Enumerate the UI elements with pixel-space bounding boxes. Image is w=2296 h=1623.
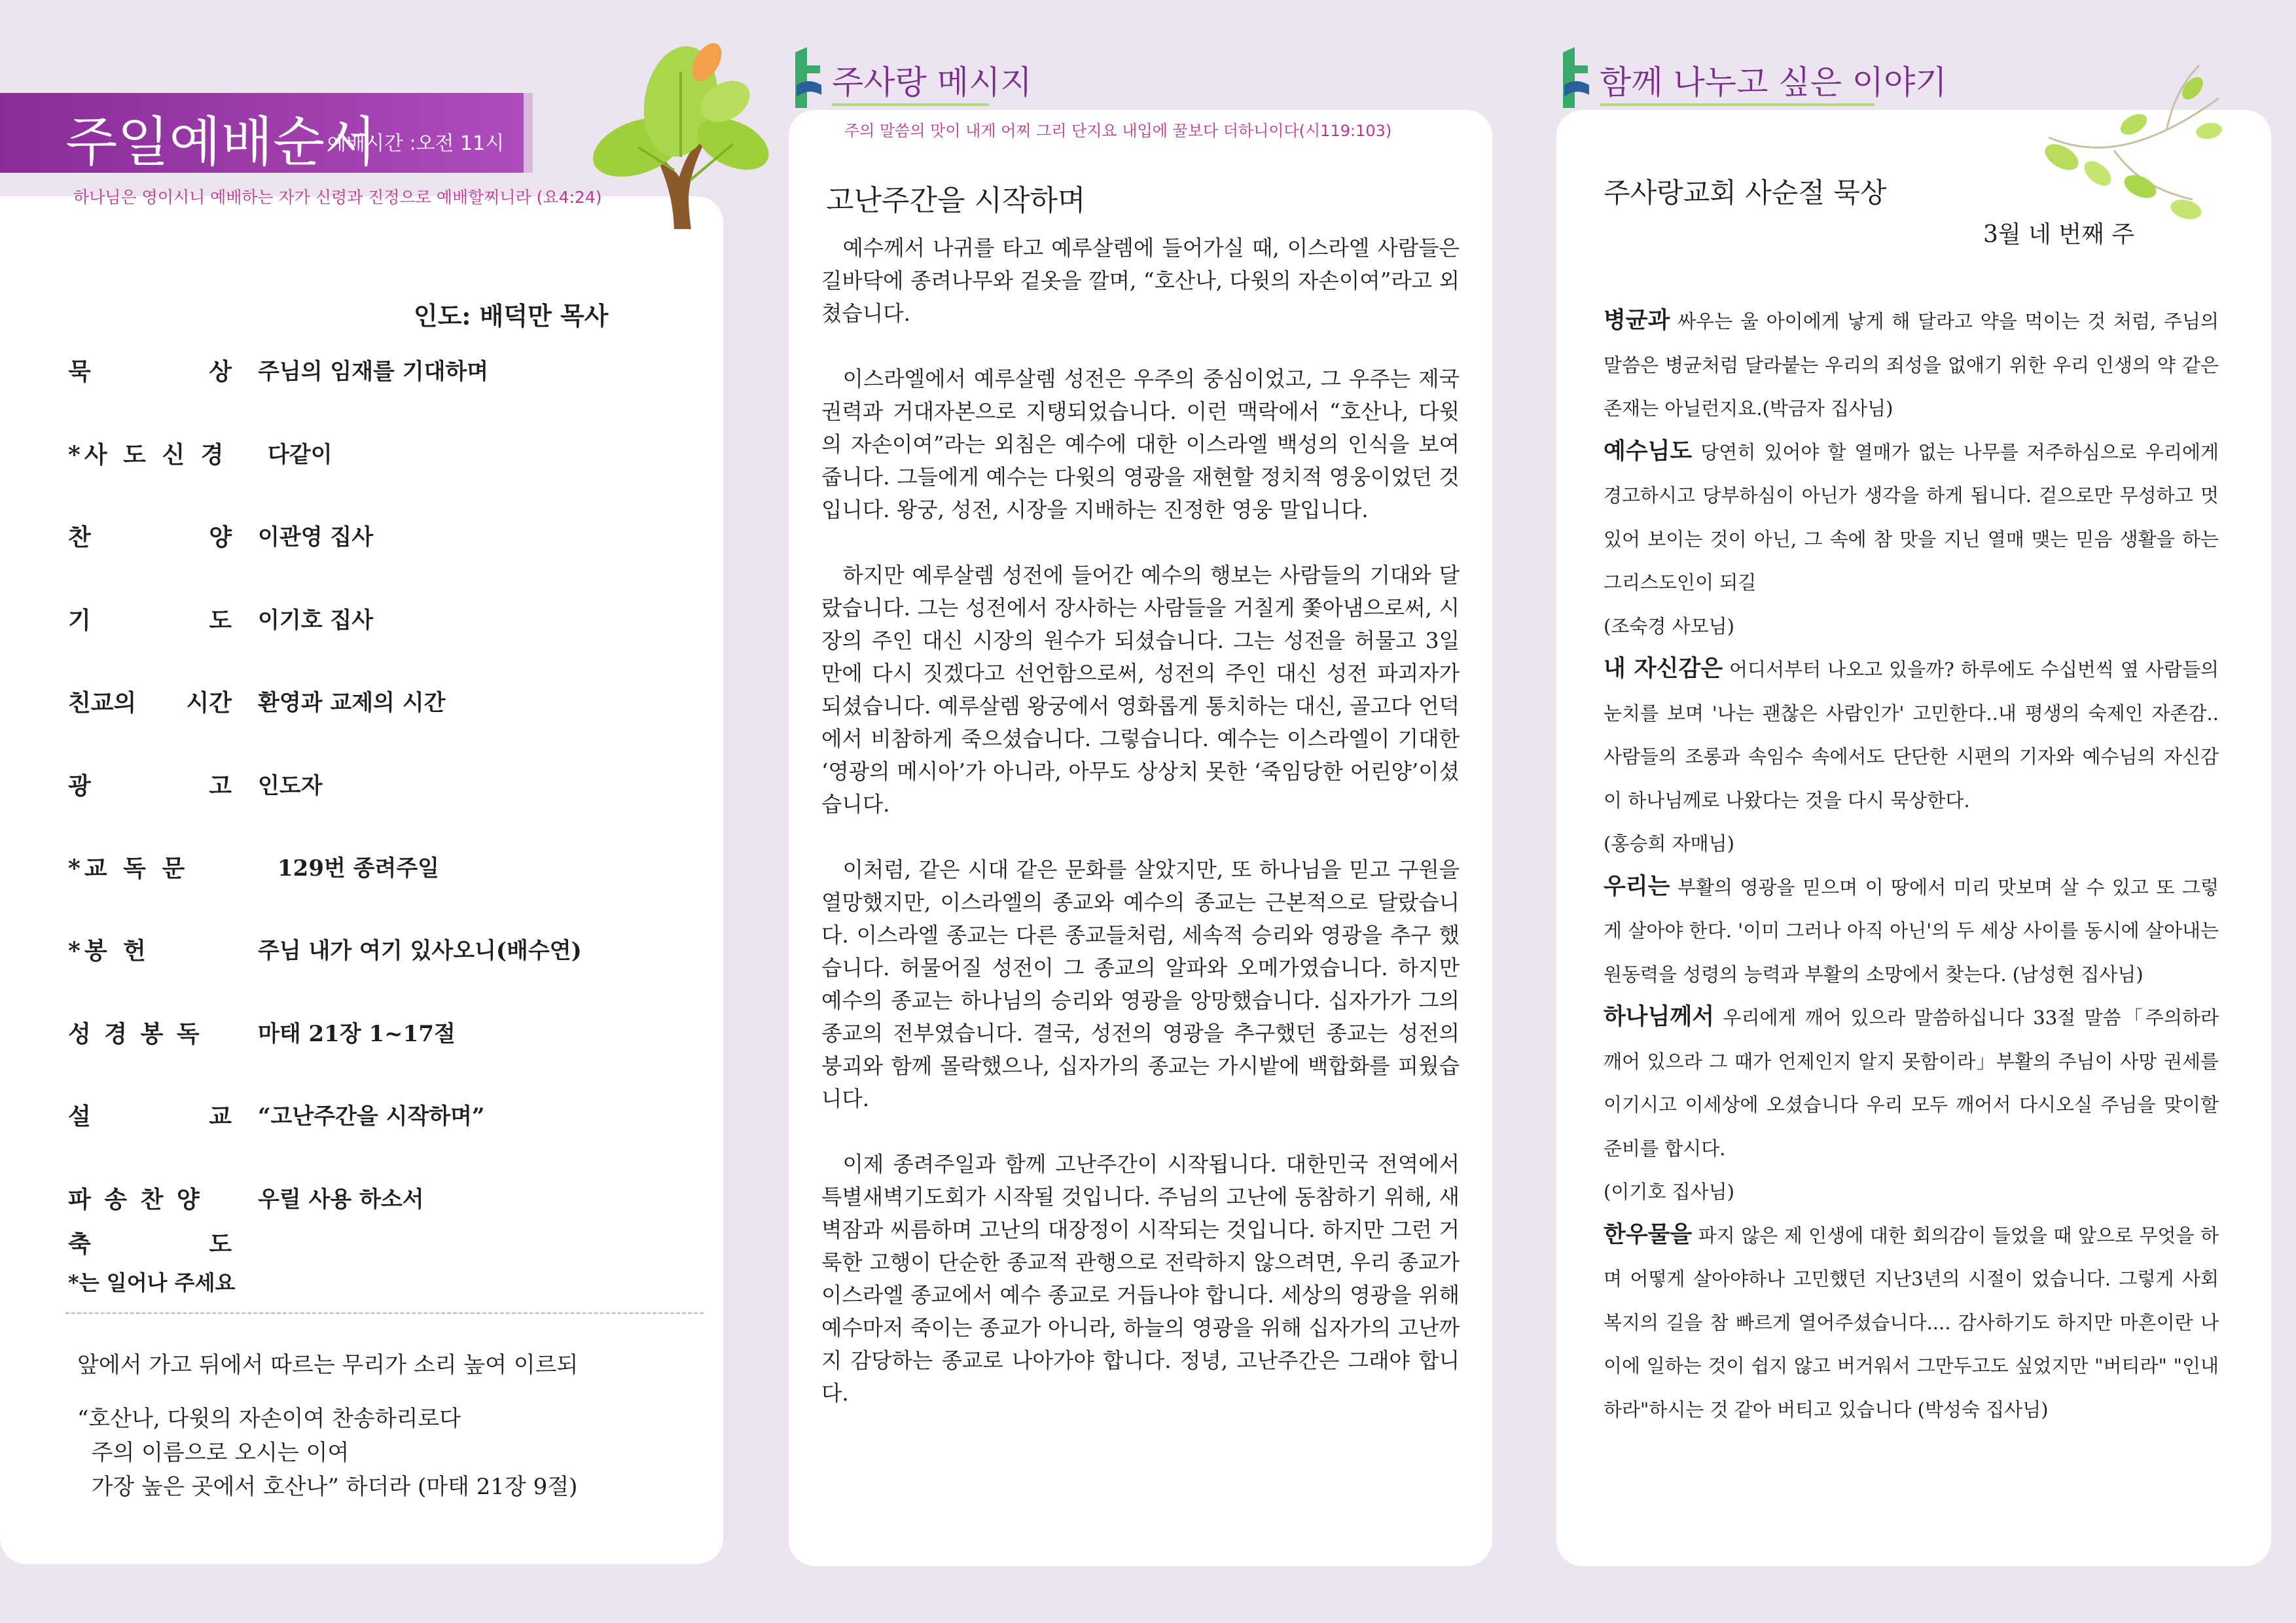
section-title: 함께 나누고 싶은 이야기 bbox=[1600, 63, 1947, 101]
order-value: 이관영 집사 bbox=[258, 524, 374, 550]
cross-logo-icon bbox=[1556, 46, 1596, 111]
order-label: *사 도 신 경 bbox=[68, 441, 228, 469]
article-body bbox=[821, 232, 1460, 1442]
meditation-entry bbox=[1604, 648, 2219, 866]
article-paragraph: 이처럼, 같은 시대 같은 문화를 살았지만, 또 하나님을 믿고 구원을 열망했지만, 이스라엘의 종교와 예수의 종교는 근본적으로 달랐습니다. 이스라엘 종교는 다른 종교들처럼, 세속적 승리와 영광을 추구 했습니다. 허물어질 성전이 그 종교의 알파와 오메가였습니다. 하지만 예수의 종교는 하나님의 승리와 영광을 앙망했습니다. 십자가가 그의 종교의 전부였습니다. 결국, 성전의 영광을 추구했던 종교는 성전의 붕괴와 함께 몰락했으나, 십자가의 종교는 가시밭에 백합화를 피웠습니다. bbox=[821, 857, 1460, 1111]
order-label: 성 경 봉 독 bbox=[68, 1020, 202, 1048]
entry-author: (이기호 집사님) bbox=[1604, 1181, 1734, 1203]
standing-note: *는 일어나 주세요 bbox=[68, 1270, 236, 1295]
article-title: 고난주간을 시작하며 bbox=[826, 184, 1086, 217]
article-paragraph: 하지만 예루살렘 성전에 들어간 예수의 행보는 사람들의 기대와 달랐습니다. 그는 성전에서 장사하는 사람들을 거칠게 쫓아냄으로써, 시장의 주인 대신 시장의 원수가 되셨습니다. 그는 성전을 허물고 3일 만에 다시 짓겠다고 선언함으로써, 성전의 주인 대신 성전 파괴자가 되셨습니다. 예루살렘 왕궁에서 영화롭게 통치하는 대신, 골고다 언덕에서 비참하게 죽으셨습니다. 그렇습니다. 예수는 이스라엘이 기대한 ‘영광의 메시아’가 아니라, 아무도 상상치 못한 ‘죽임당한 어린양’이셨습니다. bbox=[821, 563, 1460, 817]
order-label: 파 송 찬 양 bbox=[68, 1186, 202, 1213]
order-label: 설 교 bbox=[68, 1103, 232, 1130]
order-value: 마태 21장 1~17절 bbox=[258, 1021, 456, 1047]
entry-text: 당연히 있어야 할 열매가 없는 나무를 저주하심으로 우리에게 경고하시고 당부하심이 아닌가 생각을 하게 됩니다. 겉으로만 무성하고 멋 있어 보이는 것이 아닌, 그 속에 참 맛을 지닌 열매 맺는 믿음 생활을 하는 그리스도인이 되길 bbox=[1604, 440, 2219, 594]
entry-lead: 내 자신감은 bbox=[1604, 655, 1723, 682]
entry-lead: 우리는 bbox=[1604, 872, 1670, 900]
entry-lead: 예수님도 bbox=[1604, 437, 1693, 465]
entry-text: 부활의 영광을 믿으며 이 땅에서 미리 맛보며 살 수 있고 또 그렇게 살아야 한다. '이미 그러나 아직 아닌'의 두 세상 사이를 동시에 살아내는 원동력을 성령의 능력과 부활의 소망에서 찾는다. (남성현 집사님) bbox=[1604, 876, 2219, 986]
section-underline bbox=[832, 103, 989, 106]
week-label: 3월 네 번째 주 bbox=[1983, 221, 2135, 248]
service-time: 예배시간 :오전 11시 bbox=[327, 132, 505, 155]
entry-lead: 하나님께서 bbox=[1604, 1003, 1715, 1030]
order-value: “고난주간을 시작하며” bbox=[258, 1103, 485, 1130]
message-verse: 주의 말씀의 맛이 내게 어찌 그리 단지요 내입에 꿀보다 더하니이다(시119:103) bbox=[844, 122, 1392, 140]
entry-lead: 한우물을 bbox=[1604, 1221, 1693, 1248]
order-value: 주님 내가 여기 있사오니(배수연) bbox=[258, 938, 582, 964]
meditation-entry bbox=[1604, 300, 2219, 431]
meditation-entry bbox=[1604, 866, 2219, 997]
order-label: 친교의 시간 bbox=[68, 689, 232, 717]
order-value: 129번 종려주일 bbox=[278, 855, 440, 882]
scripture-line: 앞에서 가고 뒤에서 따르는 무리가 소리 높여 이르되 bbox=[77, 1352, 579, 1378]
order-label: 찬 양 bbox=[68, 524, 232, 551]
entry-author: (조숙경 사모님) bbox=[1604, 615, 1734, 637]
meditation-entry bbox=[1604, 1214, 2219, 1432]
leaf-branch-icon bbox=[2036, 59, 2225, 229]
article-paragraph: 이제 종려주일과 함께 고난주간이 시작됩니다. 대한민국 전역에서 특별새벽기도회가 시작될 것입니다. 주님의 고난에 동참하기 위해, 새벽잠과 씨름하며 고난의 대장정이 시작되는 것입니다. 하지만 그런 거룩한 고행이 단순한 종교적 관행으로 전락하지 않으려면, 우리 종교가 이스라엘 종교에서 예수 종교로 거듭나야 합니다. 세상의 영광을 위해 예수마저 죽이는 종교가 아니라, 하늘의 영광을 위해 십자가의 고난까지 감당하는 종교로 나아가야 합니다. 정녕, 고난주간은 그래야 합니다. bbox=[821, 1152, 1460, 1406]
order-value: 환영과 교제의 시간 bbox=[258, 690, 446, 716]
order-label: 광 고 bbox=[68, 772, 232, 800]
scripture-line: “호산나, 다윗의 자손이여 찬송하리로다 bbox=[77, 1406, 461, 1432]
meditation-entry bbox=[1604, 431, 2219, 649]
order-value: 주님의 임재를 기대하며 bbox=[258, 359, 489, 385]
meditation-list bbox=[1604, 300, 2219, 1431]
tree-icon bbox=[576, 39, 772, 229]
order-value: 우릴 사용 하소서 bbox=[258, 1186, 424, 1213]
service-leader: 인도: 배덕만 목사 bbox=[414, 301, 609, 330]
entry-text: 어디서부터 나오고 있을까? 하루에도 수십번씩 옆 사람들의 눈치를 보며 '나는 괜찮은 사람인가' 고민한다..내 평생의 숙제인 자존감.. 사람들의 조롱과 속임수 속에서도 단단한 시편의 기자와 예수님의 자신감이 하나님께로 나왔다는 것을 다시 묵상한다. bbox=[1604, 658, 2219, 812]
scripture-quote bbox=[77, 1348, 578, 1504]
worship-order-banner bbox=[0, 93, 533, 173]
cross-logo-icon bbox=[789, 46, 828, 111]
order-label: 묵 상 bbox=[68, 358, 232, 385]
entry-lead: 병균과 bbox=[1604, 307, 1670, 334]
entry-text: 싸우는 울 아이에게 낳게 해 달라고 약을 먹이는 것 처럼, 주님의 말씀은 병균처럼 달라붙는 우리의 죄성을 없애기 위한 우리 인생의 약 같은 존재는 아닐런지요.(박금자 집사님) bbox=[1604, 310, 2219, 419]
meditation-entry bbox=[1604, 996, 2219, 1214]
lent-title: 주사랑교회 사순절 묵상 bbox=[1604, 177, 1887, 209]
entry-author: (홍승희 자매님) bbox=[1604, 832, 1734, 855]
entry-text: 파지 않은 제 인생에 대한 회의감이 들었을 때 앞으로 무엇을 하며 어떻게 살아야하나 고민했던 지난3년의 시절이 었습니다. 그렇게 사회복지의 길을 참 빠르게 열어주셨습니다.... 감사하기도 하지만 마흔이란 나이에 일하는 것이 쉽지 않고 버거워서 그만두고도 싶었지만 "버티라" "인내하라"하시는 것 같아 버티고 있습니다 (박성숙 집사님) bbox=[1604, 1224, 2219, 1421]
order-label: *봉 헌 bbox=[68, 937, 150, 965]
article-paragraph: 이스라엘에서 예루살렘 성전은 우주의 중심이었고, 그 우주는 제국권력과 거대자본으로 지탱되었습니다. 이런 맥락에서 “호산나, 다윗의 자손이여”라는 외침은 예수에 대한 이스라엘 백성의 인식을 보여줍니다. 그들에게 예수는 다윗의 영광을 재현할 정치적 영웅이었던 것입니다. 왕궁, 성전, 시장을 지배하는 진정한 영웅 말입니다. bbox=[821, 366, 1460, 522]
worship-verse: 하나님은 영이시니 예배하는 자가 신령과 진정으로 예배할찌니라 (요4:24) bbox=[73, 188, 602, 207]
order-label: 축 도 bbox=[68, 1230, 232, 1258]
scripture-line: 가장 높은 곳에서 호산나” 하더라 (마태 21장 9절) bbox=[77, 1474, 578, 1500]
order-label: 기 도 bbox=[68, 607, 232, 634]
section-underline bbox=[1600, 103, 1874, 106]
order-value: 다같이 bbox=[268, 442, 332, 468]
banner-title: 주일예배순서 bbox=[65, 111, 377, 173]
section-title: 주사랑 메시지 bbox=[832, 63, 1032, 101]
article-paragraph: 예수께서 나귀를 타고 예루살렘에 들어가실 때, 이스라엘 사람들은 길바닥에 종려나무와 겉옷을 깔며, “호산나, 다윗의 자손이여”라고 외쳤습니다. bbox=[821, 236, 1460, 326]
divider bbox=[65, 1312, 704, 1314]
order-value: 인도자 bbox=[258, 773, 323, 799]
order-label: *교 독 문 bbox=[68, 855, 189, 882]
scripture-line: 주의 이름으로 오시는 이여 bbox=[77, 1440, 350, 1466]
order-value: 이기호 집사 bbox=[258, 607, 374, 633]
entry-text: 우리에게 깨어 있으라 말씀하십니다 33절 말씀「주의하라 깨어 있으라 그 때가 언제인지 알지 못함이라」부활의 주님이 사망 권세를 이기시고 이세상에 오셨습니다 우리 모두 깨어서 다시오실 주님을 맞이할 준비를 합시다. bbox=[1604, 1007, 2219, 1160]
